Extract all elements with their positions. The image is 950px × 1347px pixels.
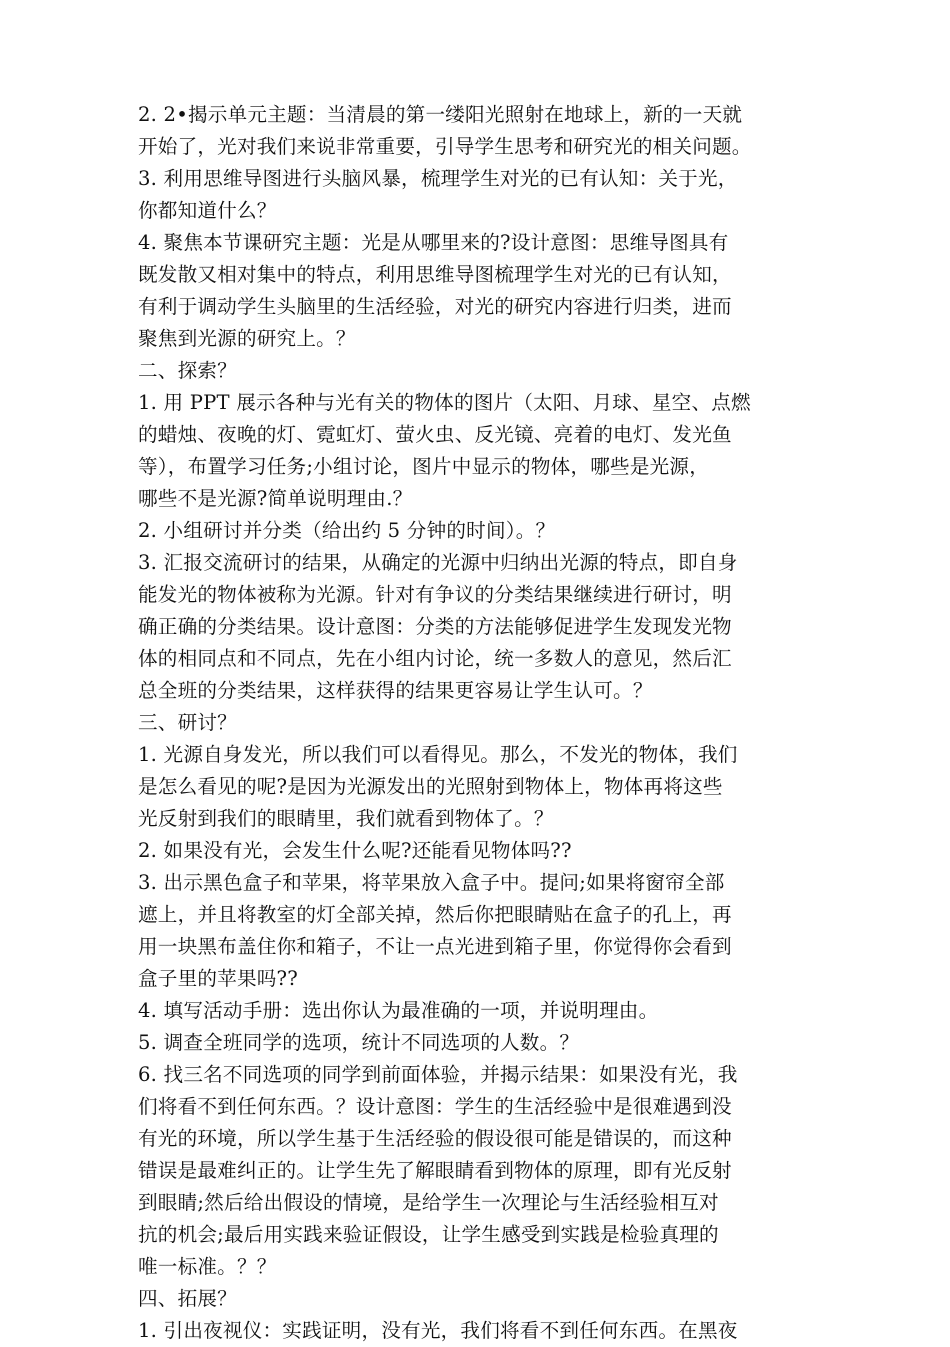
text-line: 2. 小组研讨并分类（给出约 5 分钟的时间）。？	[138, 519, 556, 542]
text-line: 唯一标准。？？	[138, 1255, 277, 1278]
text-line: 等），布置学习任务;小组讨论，图片中显示的物体，哪些是光源，	[138, 455, 710, 478]
text-line: 盒子里的苹果吗??	[138, 967, 298, 990]
text-line: 开始了，光对我们来说非常重要，引导学生思考和研究光的相关问题。	[138, 135, 752, 158]
text-line: 是怎么看见的呢?是因为光源发出的光照射到物体上，物体再将这些	[138, 775, 723, 798]
text-line: 1. 用 PPT 展示各种与光有关的物体的图片（太阳、月球、星空、点燃	[138, 391, 751, 414]
text-line: 错误是最难纠正的。让学生先了解眼睛看到物体的原理，即有光反射	[138, 1159, 732, 1182]
text-line: 到眼睛;然后给出假设的情境，是给学生一次理论与生活经验相互对	[138, 1191, 719, 1214]
text-line: 5. 调查全班同学的选项，统计不同选项的人数。？	[138, 1031, 580, 1054]
text-line: 2. 2•揭示单元主题：当清晨的第一缕阳光照射在地球上，新的一天就	[138, 103, 743, 126]
text-line: 体的相同点和不同点，先在小组内讨论，统一多数人的意见，然后汇	[138, 647, 732, 670]
text-line: 抗的机会;最后用实践来验证假设，让学生感受到实践是检验真理的	[138, 1223, 719, 1246]
text-line: 1. 引出夜视仪：实践证明，没有光，我们将看不到任何东西。在黑夜	[138, 1319, 738, 1342]
text-line: 4. 填写活动手册：选出你认为最准确的一项，并说明理由。	[138, 999, 659, 1022]
text-line: 四、拓展？	[138, 1287, 237, 1310]
text-line: 6. 找三名不同选项的同学到前面体验，并揭示结果：如果没有光，我	[138, 1063, 738, 1086]
text-line: 1. 光源自身发光，所以我们可以看得见。那么，不发光的物体，我们	[138, 743, 738, 766]
text-line: 遮上，并且将教室的灯全部关掉，然后你把眼睛贴在盒子的孔上，再	[138, 903, 732, 926]
text-line: 有光的环境，所以学生基于生活经验的假设很可能是错误的，而这种	[138, 1127, 732, 1150]
text-line: 光反射到我们的眼睛里，我们就看到物体了。？	[138, 807, 554, 830]
text-line: 二、探索？	[138, 359, 237, 382]
text-line: 2. 如果没有光，会发生什么呢?还能看见物体吗??	[138, 839, 572, 862]
text-line: 既发散又相对集中的特点，利用思维导图梳理学生对光的已有认知，	[138, 263, 732, 286]
text-line: 的蜡烛、夜晚的灯、霓虹灯、萤火虫、反光镜、亮着的电灯、发光鱼	[138, 423, 732, 446]
text-line: 总全班的分类结果，这样获得的结果更容易让学生认可。？	[138, 679, 653, 702]
text-line: 能发光的物体被称为光源。针对有争议的分类结果继续进行研讨，明	[138, 583, 732, 606]
text-line: 4. 聚焦本节课研究主题：光是从哪里来的?设计意图：思维导图具有	[138, 231, 729, 254]
text-line: 3. 利用思维导图进行头脑风暴，梳理学生对光的已有认知：关于光，	[138, 167, 738, 190]
text-line: 有利于调动学生头脑里的生活经验，对光的研究内容进行归类，进而	[138, 295, 732, 318]
text-line: 3. 汇报交流研讨的结果，从确定的光源中归纳出光源的特点，即自身	[138, 551, 738, 574]
text-line: 3. 出示黑色盒子和苹果，将苹果放入盒子中。提问;如果将窗帘全部	[138, 871, 725, 894]
text-line: 确正确的分类结果。设计意图：分类的方法能够促进学生发现发光物	[138, 615, 732, 638]
text-line: 用一块黑布盖住你和箱子，不让一点光进到箱子里，你觉得你会看到	[138, 935, 732, 958]
document-body	[138, 99, 822, 1347]
text-line: 哪些不是光源?简单说明理由.？	[138, 487, 413, 510]
text-line: 们将看不到任何东西。？设计意图：学生的生活经验中是很难遇到没	[138, 1095, 732, 1118]
text-line: 聚焦到光源的研究上。？	[138, 327, 356, 350]
text-line: 三、研讨？	[138, 711, 237, 734]
text-line: 你都知道什么？	[138, 199, 277, 222]
